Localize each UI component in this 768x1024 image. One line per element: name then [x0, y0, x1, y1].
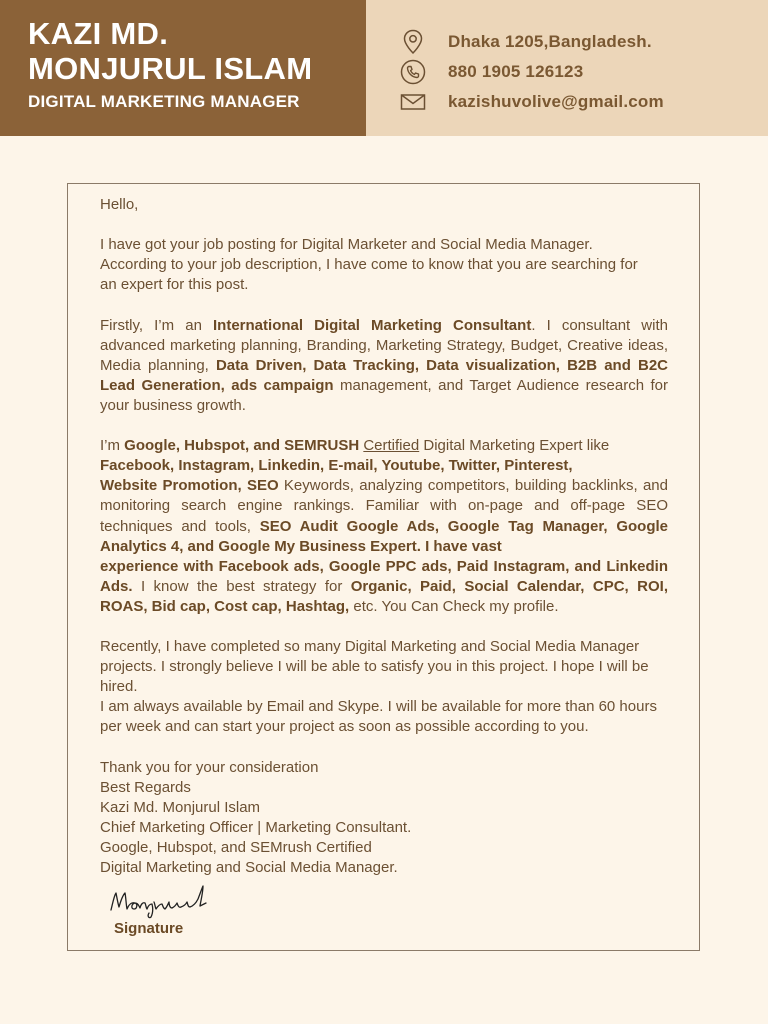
location-pin-icon [400, 30, 426, 54]
letter-intro: I have got your job posting for Digital Marketer and Social Media Manager. According to your job description, I have come to know that you are searching for an expert for this post. [100, 236, 638, 294]
p2-text-3: Digital Marketing Expert like [419, 437, 610, 455]
contact-phone [400, 60, 583, 84]
p2-bold-4: SEO Audit Google Ads, Google Tag Manager, Google Analytics 4, and Google My Business Expert. I have vast [100, 517, 668, 555]
closing-line: Google, Hubspot, and SEMrush Certified [100, 839, 372, 856]
p2-certified-underline: Certified [363, 437, 420, 455]
letter-paragraph-consultant [100, 316, 668, 416]
closing-line: Chief Marketing Officer | Marketing Consultant. [100, 818, 412, 836]
applicant-name-line1: KAZI MD. [28, 16, 169, 51]
letter-paragraph-availability: I am always available by Email and Skype. I will be available for more than 60 hours per week and can start your project as soon as possible according to you. [100, 698, 657, 736]
letter-paragraph-recent: Recently, I have completed so many Digital Marketing and Social Media Manager projects. I strongly believe I will be able to satisfy you in this project. I hope I will be hired. [100, 638, 649, 696]
handwritten-signature [108, 880, 218, 920]
letter-body [100, 195, 668, 878]
p1-text-2: . I consultant with advanced marketing planning, Branding, Marketing Strategy, Budget, Creative ideas, Media planning, [100, 316, 668, 374]
closing-line: Best Regards [100, 778, 191, 796]
contact-email [400, 90, 664, 114]
applicant-name-line2: MONJURUL ISLAM [28, 51, 313, 86]
p2-bold-2: Facebook, Instagram, Linkedin, E-mail, Youtube, Twitter, Pinterest, [100, 457, 573, 475]
closing-line: Thank you for your consideration [100, 758, 319, 776]
p1-text-3: management, and Target Audience research for your business growth. [100, 376, 668, 414]
email-text: kazishuvolive@gmail.com [448, 92, 664, 111]
signature-label: Signature [114, 920, 184, 937]
job-title: DIGITAL MARKETING MANAGER [28, 92, 300, 111]
p2-bold-5: experience with Facebook ads, Google PPC ads, Paid Instagram, and Linkedin Ads. [100, 557, 668, 595]
contact-panel [366, 0, 768, 136]
p1-text-1: Firstly, I’m an [100, 316, 214, 334]
p2-text-1: I’m [100, 437, 125, 455]
closing-line: Digital Marketing and Social Media Manager. [100, 859, 398, 877]
closing-line: Kazi Md. Monjurul Islam [100, 798, 261, 816]
p2-text-5: I know the best strategy for [132, 577, 351, 595]
p1-bold-2: Data Driven, Data Tracking, Data visualization, B2B and B2C Lead Generation, ads campaign [100, 356, 668, 394]
mail-icon [400, 90, 426, 114]
header-name-panel [0, 0, 366, 136]
letter-paragraph-skills [100, 436, 668, 617]
p2-bold-3: Website Promotion, SEO [100, 477, 279, 495]
p2-bold-1: Google, Hubspot, and SEMRUSH [124, 437, 360, 455]
p2-text-6: etc. You Can Check my profile. [349, 597, 559, 615]
applicant-name [28, 16, 358, 86]
p2-bold-6: Organic, Paid, Social Calendar, CPC, ROI, ROAS, Bid cap, Cost cap, Hashtag, [100, 577, 668, 615]
contact-address [400, 30, 652, 54]
p1-bold-1: International Digital Marketing Consultant [213, 316, 532, 334]
letter-closing [100, 758, 668, 879]
cover-letter [67, 183, 700, 951]
p2-text-4: Keywords, analyzing competitors, building backlinks, and monitoring search engine rankings. Familiar with on-page and off-page SEO techniques and tools, [100, 477, 668, 535]
phone-icon [400, 60, 426, 84]
phone-text: 880 1905 126123 [448, 62, 584, 81]
address-text: Dhaka 1205,Bangladesh. [448, 32, 652, 51]
letter-greeting: Hello, [100, 196, 139, 213]
